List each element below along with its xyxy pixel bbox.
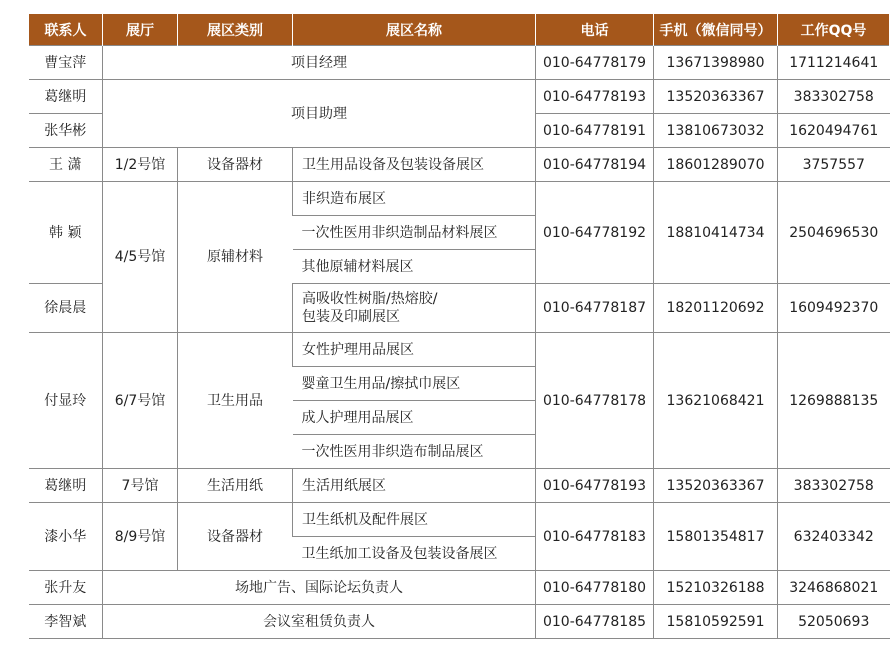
mobile-cell: 15810592591 [654, 605, 778, 639]
header-contact: 联系人 [29, 14, 103, 46]
contact-name: 王 潇 [29, 148, 103, 182]
contact-name: 葛继明 [29, 80, 103, 114]
zone-cell: 女性护理用品展区 [293, 333, 536, 367]
phone-cell: 010-64778193 [536, 80, 654, 114]
zone-cell: 一次性医用非织造制品材料展区 [293, 216, 536, 250]
mobile-cell: 18810414734 [654, 182, 778, 284]
mobile-cell: 13810673032 [654, 114, 778, 148]
mobile-cell: 15210326188 [654, 571, 778, 605]
mobile-cell: 18601289070 [654, 148, 778, 182]
phone-cell: 010-64778191 [536, 114, 654, 148]
zone-cell: 婴童卫生用品/擦拭巾展区 [293, 367, 536, 401]
zone-cell: 卫生纸机及配件展区 [293, 503, 536, 537]
zone-cell: 非织造布展区 [293, 182, 536, 216]
contact-name: 葛继明 [29, 469, 103, 503]
contact-name: 徐晨晨 [29, 284, 103, 333]
role-cell: 会议室租赁负责人 [103, 605, 536, 639]
qq-cell: 3757557 [778, 148, 890, 182]
header-phone: 电话 [536, 14, 654, 46]
zone-cell [293, 284, 536, 333]
qq-cell: 3246868021 [778, 571, 890, 605]
qq-cell: 383302758 [778, 469, 890, 503]
phone-cell: 010-64778193 [536, 469, 654, 503]
table-row [29, 148, 890, 182]
phone-cell: 010-64778183 [536, 503, 654, 571]
header-zone-name: 展区名称 [293, 14, 536, 46]
phone-cell: 010-64778187 [536, 284, 654, 333]
category-cell: 设备器材 [178, 148, 293, 182]
phone-cell: 010-64778192 [536, 182, 654, 284]
hall-cell: 4/5号馆 [103, 182, 178, 333]
mobile-cell: 13671398980 [654, 46, 778, 80]
zone-cell: 生活用纸展区 [293, 469, 536, 503]
table-row [29, 503, 890, 537]
contact-name: 张升友 [29, 571, 103, 605]
header-qq: 工作QQ号 [778, 14, 890, 46]
qq-cell: 52050693 [778, 605, 890, 639]
qq-cell: 1609492370 [778, 284, 890, 333]
qq-cell: 2504696530 [778, 182, 890, 284]
header-category: 展区类别 [178, 14, 293, 46]
contact-name: 李智斌 [29, 605, 103, 639]
category-cell: 原辅材料 [178, 182, 293, 333]
phone-cell: 010-64778178 [536, 333, 654, 469]
header-mobile: 手机（微信同号） [654, 14, 778, 46]
qq-cell: 1711214641 [778, 46, 890, 80]
mobile-cell: 18201120692 [654, 284, 778, 333]
phone-cell: 010-64778179 [536, 46, 654, 80]
hall-cell: 8/9号馆 [103, 503, 178, 571]
table-row [29, 46, 890, 80]
category-cell: 卫生用品 [178, 333, 293, 469]
table-row [29, 182, 890, 216]
phone-cell: 010-64778185 [536, 605, 654, 639]
contact-name: 张华彬 [29, 114, 103, 148]
table-row [29, 80, 890, 114]
phone-cell: 010-64778180 [536, 571, 654, 605]
zone-line: 包装及印刷展区 [302, 309, 400, 325]
qq-cell: 1269888135 [778, 333, 890, 469]
contact-table-container [28, 14, 890, 639]
mobile-cell: 13621068421 [654, 333, 778, 469]
table-header-row [29, 14, 890, 46]
contact-table [28, 14, 890, 639]
zone-cell: 卫生用品设备及包装设备展区 [293, 148, 536, 182]
contact-name: 韩 颖 [29, 182, 103, 284]
zone-line: 高吸收性树脂/热熔胶/ [302, 291, 438, 307]
zone-cell: 其他原辅材料展区 [293, 250, 536, 284]
zone-cell: 成人护理用品展区 [293, 401, 536, 435]
role-cell: 项目助理 [103, 80, 536, 148]
qq-cell: 1620494761 [778, 114, 890, 148]
mobile-cell: 13520363367 [654, 469, 778, 503]
table-row [29, 571, 890, 605]
table-row [29, 333, 890, 367]
mobile-cell: 13520363367 [654, 80, 778, 114]
role-cell: 项目经理 [103, 46, 536, 80]
table-row [29, 469, 890, 503]
table-row [29, 605, 890, 639]
hall-cell: 7号馆 [103, 469, 178, 503]
contact-name: 曹宝萍 [29, 46, 103, 80]
phone-cell: 010-64778194 [536, 148, 654, 182]
contact-name: 漆小华 [29, 503, 103, 571]
header-hall: 展厅 [103, 14, 178, 46]
qq-cell: 632403342 [778, 503, 890, 571]
zone-cell: 卫生纸加工设备及包装设备展区 [293, 537, 536, 571]
hall-cell: 6/7号馆 [103, 333, 178, 469]
category-cell: 生活用纸 [178, 469, 293, 503]
qq-cell: 383302758 [778, 80, 890, 114]
hall-cell: 1/2号馆 [103, 148, 178, 182]
zone-cell: 一次性医用非织造布制品展区 [293, 435, 536, 469]
mobile-cell: 15801354817 [654, 503, 778, 571]
category-cell: 设备器材 [178, 503, 293, 571]
contact-name: 付显玲 [29, 333, 103, 469]
role-cell: 场地广告、国际论坛负责人 [103, 571, 536, 605]
